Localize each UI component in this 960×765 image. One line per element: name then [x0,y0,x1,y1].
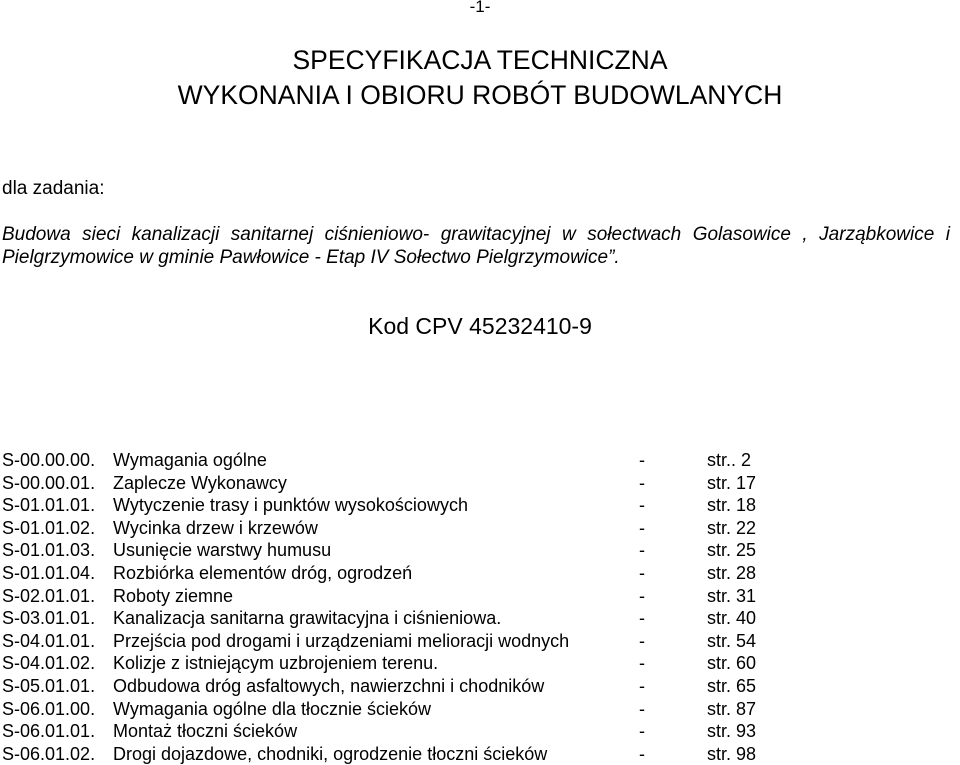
toc-entry-page: str. 40 [707,608,757,629]
toc-entry [2,698,902,721]
toc-entry [2,449,902,472]
toc-entry [2,675,902,698]
toc-entry-code: S-01.01.03. [2,540,96,561]
toc-entry-page: str. 65 [707,675,757,696]
page-number: -1- [469,0,491,16]
task-label: dla zadania: [2,178,105,199]
toc-entry-code: S-01.01.02. [2,517,96,538]
toc-entry-title: Kolizje z istniejącym uzbrojeniem terenu. [113,653,439,674]
toc-entry-dash: - [639,698,645,719]
toc-entry-title: Wycinka drzew i krzewów [113,517,318,538]
toc-entry-title: Kanalizacja sanitarna grawitacyjna i ciśnieniowa. [113,608,502,629]
toc-entry-code: S-06.01.02. [2,743,96,764]
toc-entry-dash: - [639,562,645,583]
toc-entry-page: str. 31 [707,585,757,606]
toc-entry [2,585,902,608]
toc-entry [2,472,902,495]
toc-entry-code: S-06.01.01. [2,721,96,742]
toc-entry-page: str. 28 [707,562,757,583]
toc-entry-title: Drogi dojazdowe, chodniki, ogrodzenie tłoczni ścieków [113,743,548,764]
toc-entry-code: S-06.01.00. [2,698,96,719]
toc-entry-title: Zaplecze Wykonawcy [113,472,287,493]
toc-entry-dash: - [639,721,645,742]
toc-entry-dash: - [639,585,645,606]
toc-entry-code: S-02.01.01. [2,585,96,606]
toc-entry-dash: - [639,495,645,516]
document-title [0,43,960,113]
toc-entry [2,607,902,630]
document-title-line-1: SPECYFIKACJA TECHNICZNA [292,45,668,75]
toc-entry-page: str. 60 [707,653,757,674]
toc-entry-dash: - [639,472,645,493]
toc-entry-page: str. 54 [707,630,757,651]
toc-entry-code: S-00.00.01. [2,472,96,493]
toc-entry [2,562,902,585]
toc-entry-title: Rozbiórka elementów dróg, ogrodzeń [113,562,413,583]
toc-entry-title: Przejścia pod drogami i urządzeniami melioracji wodnych [113,630,570,651]
table-of-contents [2,449,902,765]
toc-entry-page: str. 17 [707,472,757,493]
toc-entry [2,517,902,540]
toc-entry-page: str. 25 [707,540,757,561]
toc-entry-title: Wytyczenie trasy i punktów wysokościowych [113,495,468,516]
toc-entry-dash: - [639,517,645,538]
toc-entry-title: Usunięcie warstwy humusu [113,540,332,561]
toc-entry-title: Roboty ziemne [113,585,234,606]
toc-entry [2,743,902,765]
toc-entry-title: Wymagania ogólne [113,450,267,470]
toc-entry-page: str. 98 [707,743,757,764]
task-description: Budowa sieci kanalizacji sanitarnej ciśnieniowo- grawitacyjnej w sołectwach Golasowice , Jarząbkowice i Pielgrzymowice w gminie Pawłowice - Etap IV Sołectwo Pielgrzymowice”. [2,224,950,268]
toc-entry-dash: - [639,540,645,561]
toc-entry-page: str. 22 [707,517,757,538]
toc-entry-page: str. 18 [707,495,757,516]
toc-entry [2,720,902,743]
toc-entry-dash: - [639,630,645,651]
toc-entry [2,652,902,675]
cpv-code: Kod CPV 45232410-9 [368,313,592,339]
toc-entry-dash: - [639,675,645,696]
document-title-line-2: WYKONANIA I OBIORU ROBÓT BUDOWLANYCH [177,80,783,110]
toc-entry-title: Odbudowa dróg asfaltowych, nawierzchni i chodników [113,675,545,696]
toc-entry-code: S-05.01.01. [2,675,96,696]
toc-entry-dash: - [639,653,645,674]
toc-entry-dash: - [639,608,645,629]
toc-entry-page: str.. 2 [707,450,752,470]
toc-entry-dash: - [639,743,645,764]
toc-entry-code: S-03.01.01. [2,608,96,629]
toc-entry-code: S-01.01.04. [2,562,96,583]
toc-entry [2,539,902,562]
toc-entry-title: Montaż tłoczni ścieków [113,721,298,742]
toc-entry-code: S-04.01.01. [2,630,96,651]
toc-entry [2,494,902,517]
toc-entry [2,630,902,653]
toc-entry-code: S-01.01.01. [2,495,96,516]
toc-entry-page: str. 87 [707,698,757,719]
toc-entry-code: S-04.01.02. [2,653,96,674]
toc-entry-title: Wymagania ogólne dla tłocznie ścieków [113,698,432,719]
toc-entry-page: str. 93 [707,721,757,742]
toc-entry-dash: - [639,450,645,470]
toc-entry-code: S-00.00.00. [2,450,96,470]
